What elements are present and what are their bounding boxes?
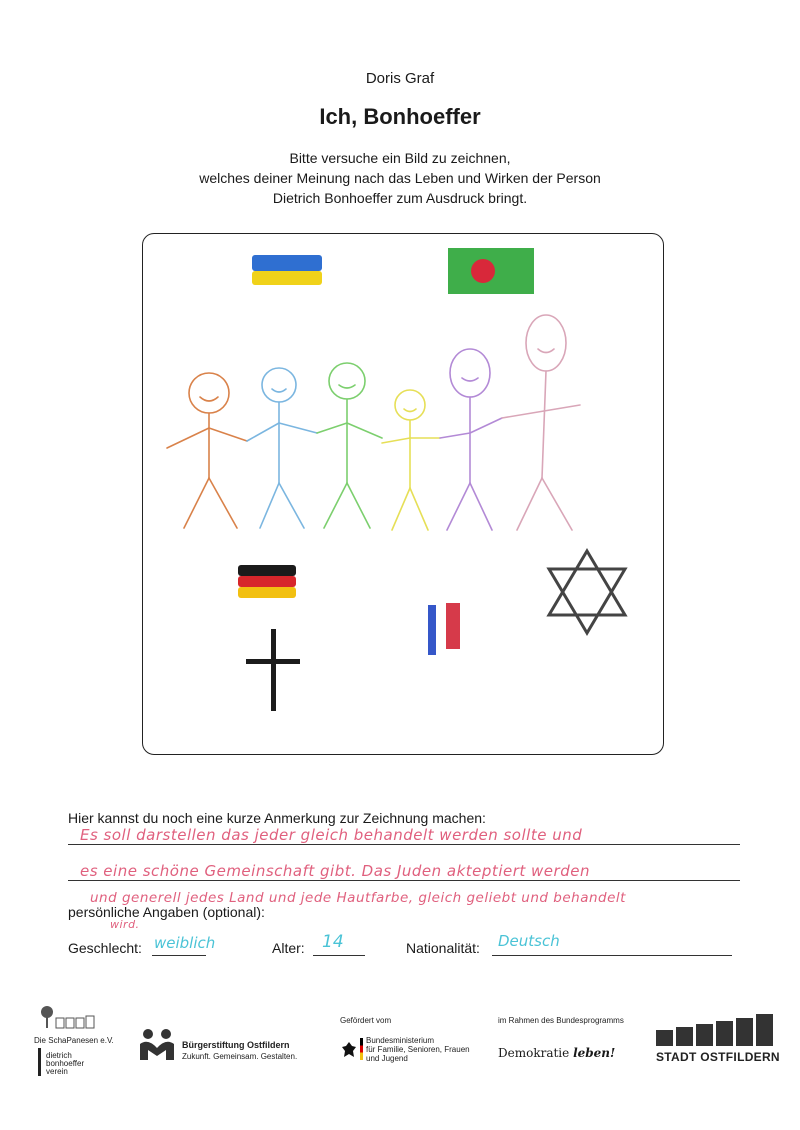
comment-line-1[interactable]: Es soll darstellen das jeder gleich behandelt werden sollte und <box>80 826 583 844</box>
bangladesh-flag-icon <box>448 248 534 294</box>
age-rule <box>313 955 365 956</box>
german-flag-icon <box>238 565 296 598</box>
comment-line-3[interactable]: und generell jedes Land und jede Hautfarbe, gleich geliebt und behandelt <box>90 890 626 906</box>
stick-figure <box>382 390 440 530</box>
answer-rule <box>68 880 740 881</box>
age-field[interactable]: 14 <box>322 932 344 952</box>
schapanesen-text: Die SchaPanesen e.V. <box>34 1036 114 1045</box>
gender-rule <box>152 955 206 956</box>
tree-icon <box>38 1004 98 1034</box>
nationality-label: Nationalität: <box>406 940 480 956</box>
gender-field[interactable]: weiblich <box>154 934 216 952</box>
buergerstiftung-tagline: Zukunft. Gemeinsam. Gestalten. <box>182 1052 298 1061</box>
star-of-david-icon <box>549 551 625 633</box>
people-icon <box>138 1026 178 1060</box>
divider-bar <box>38 1048 41 1076</box>
bonhoeffer-verein-text: dietrich bonhoeffer verein <box>46 1051 85 1076</box>
city-bars-icon <box>656 1012 776 1046</box>
author-name: Doris Graf <box>365 70 435 87</box>
answer-rule <box>68 844 740 845</box>
ministry-logo <box>340 1016 470 1076</box>
demokratie-leben-logo <box>498 1016 638 1066</box>
french-flag-icon <box>428 603 460 655</box>
stick-figure <box>247 368 317 528</box>
stick-figure <box>167 373 247 528</box>
stick-figures <box>167 315 580 530</box>
comment-line-2[interactable]: es eine schöne Gemeinschaft gibt. Das Juden akteptiert werden <box>80 862 590 880</box>
stadt-text: STADT OSTFILDERN <box>656 1050 780 1064</box>
nationality-field[interactable]: Deutsch <box>498 932 560 950</box>
instruction-line: Bitte versuche ein Bild zu zeichnen, <box>289 150 511 166</box>
ministry-text: Bundesministerium für Familie, Senioren, Frauen und Jugend <box>366 1036 470 1063</box>
stick-figure <box>317 363 382 528</box>
child-drawing <box>142 233 664 755</box>
comment-label: Hier kannst du noch eine kurze Anmerkung zur Zeichnung machen: <box>68 810 486 826</box>
buergerstiftung-title: Bürgerstiftung Ostfildern <box>182 1040 290 1050</box>
flag-stripe <box>360 1038 363 1060</box>
nationality-rule <box>492 955 732 956</box>
personal-label: persönliche Angaben (optional): <box>68 904 265 920</box>
age-label: Alter: <box>272 940 305 956</box>
stick-figure <box>440 349 502 530</box>
instructions <box>0 148 800 208</box>
page-title: Ich, Bonhoeffer <box>319 104 481 129</box>
buergerstiftung-logo <box>138 1026 318 1066</box>
federal-eagle-icon <box>342 1042 356 1058</box>
instruction-line: Dietrich Bonhoeffer zum Ausdruck bringt. <box>272 190 528 206</box>
schapanesen-logo <box>34 1004 134 1084</box>
gender-label: Geschlecht: <box>68 940 142 956</box>
comment-overflow: wird. <box>110 918 140 931</box>
stick-figure <box>502 315 580 530</box>
instruction-line: welches deiner Meinung nach das Leben und Wirken der Person <box>199 170 601 186</box>
ukraine-flag-icon <box>252 255 322 285</box>
stadt-ostfildern-logo <box>654 1012 779 1068</box>
programm-text: im Rahmen des Bundesprogramms <box>498 1016 624 1025</box>
gefoerdert-text: Gefördert vom <box>340 1016 392 1025</box>
cross-icon <box>246 629 300 711</box>
demokratie-text: Demokratie leben! <box>498 1046 616 1060</box>
